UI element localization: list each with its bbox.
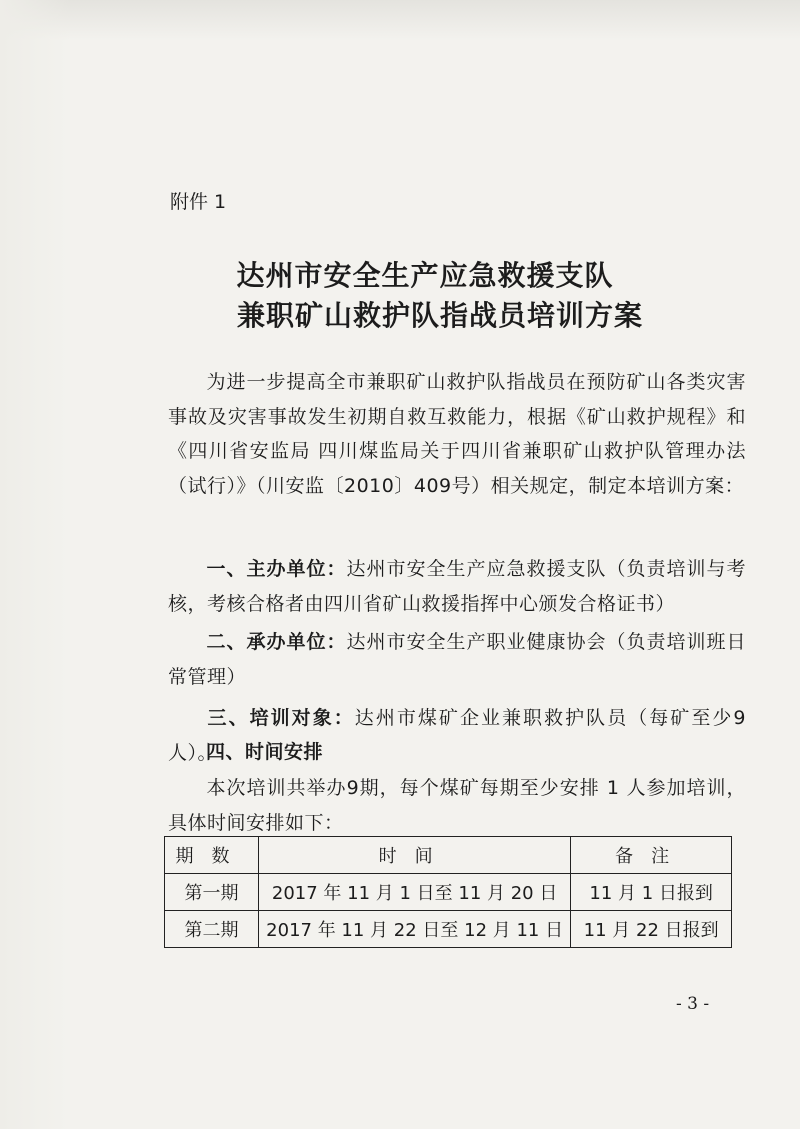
table-row [165, 911, 732, 948]
schedule-text: 本次培训共举办9期，每个煤矿每期至少安排 1 人参加培训，具体时间安排如下： [168, 777, 746, 834]
table-cell-period: 第一期 [165, 874, 259, 911]
table-cell-time: 2017 年 11 月 22 日至 12 月 11 日 [258, 911, 570, 948]
schedule-heading [168, 735, 746, 770]
target-label: 三、培训对象： [206, 707, 355, 729]
organizer-label: 一、主办单位： [206, 558, 347, 580]
schedule-table [164, 836, 732, 948]
page-number: - 3 - [676, 994, 710, 1014]
header-time: 时间 [258, 837, 570, 874]
table-cell-remarks: 11 月 1 日报到 [571, 874, 732, 911]
schedule-heading-text: 四、时间安排 [206, 741, 324, 763]
intro-text: 为进一步提高全市兼职矿山救护队指战员在预防矿山各类灾害事故及灾害事故发生初期自救互救能力，根据《矿山救护规程》和《四川省安监局 四川煤监局关于四川省兼职矿山救护队管理办法（试行）》（川安监〔2010〕409号）相关规定，制定本培训方案： [168, 371, 746, 497]
document-title-line2: 兼职矿山救护队指战员培训方案 [236, 299, 643, 332]
table-cell-remarks: 11 月 22 日报到 [571, 911, 732, 948]
target-text: 达州市煤矿企业兼职救护队员（每矿至少9人）。 [168, 707, 746, 764]
header-remarks: 备注 [571, 837, 732, 874]
intro-paragraph [168, 365, 746, 503]
host-label: 二、承办单位： [206, 631, 347, 653]
organizer-section [168, 552, 746, 621]
header-period: 期数 [165, 837, 259, 874]
table-cell-time: 2017 年 11 月 1 日至 11 月 20 日 [258, 874, 570, 911]
host-text: 达州市安全生产职业健康协会（负责培训班日常管理） [168, 631, 746, 688]
attachment-label: 附件 1 [170, 191, 227, 213]
table-header-row [165, 837, 732, 874]
schedule-paragraph [168, 771, 746, 840]
table-row [165, 874, 732, 911]
table-cell-period: 第二期 [165, 911, 259, 948]
organizer-text: 达州市安全生产应急救援支队（负责培训与考核，考核合格者由四川省矿山救援指挥中心颁发合格证书） [168, 558, 746, 615]
host-section [168, 625, 746, 694]
document-title-line1: 达州市安全生产应急救援支队 [236, 259, 614, 292]
